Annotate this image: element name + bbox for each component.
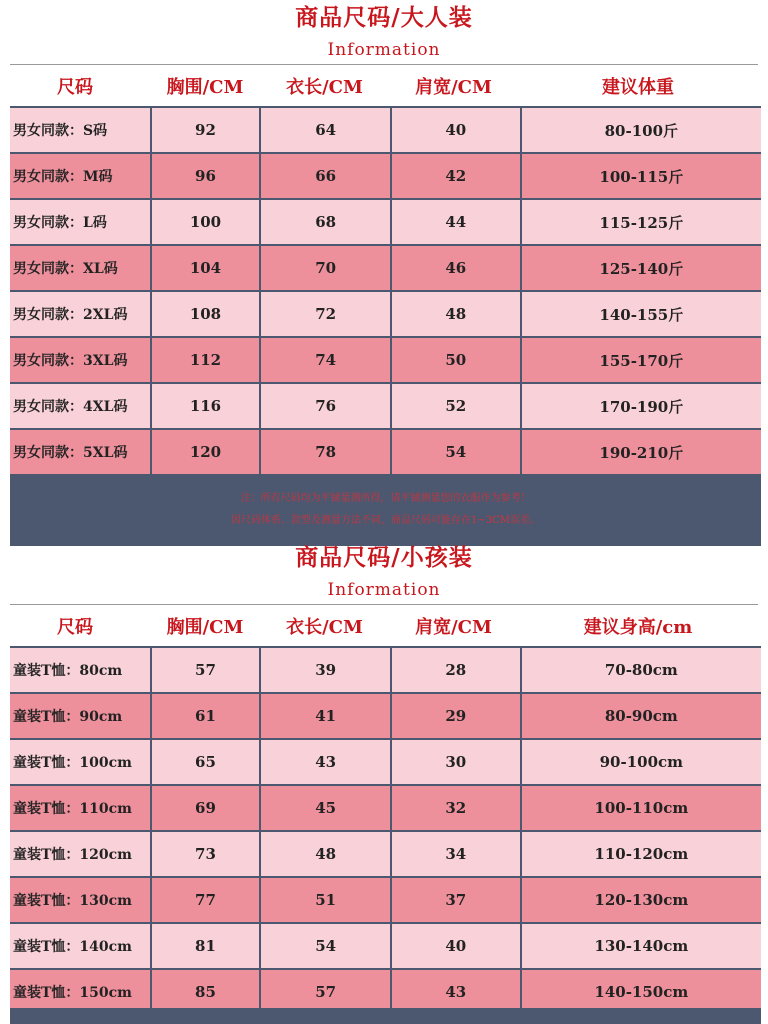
size-cell: 童装T恤：130cm [10,878,150,922]
size-cell: 童装T恤：80cm [10,648,150,692]
table-row [10,786,761,830]
shoulder-cell: 46 [392,246,520,290]
size-cell: 男女同款：L码 [10,200,150,244]
shoulder-cell: 40 [392,924,520,968]
table-row [10,648,761,692]
size-cell: 男女同款：4XL码 [10,384,150,428]
header-chest: 胸围/CM [166,616,244,638]
length-cell: 51 [261,878,390,922]
header-chest: 胸围/CM [166,76,244,98]
weight-cell: 115-125斤 [522,200,761,244]
length-cell: 41 [261,694,390,738]
header-size: 尺码 [57,616,93,638]
table-row [10,832,761,876]
adult-size-table [10,106,761,478]
length-cell: 78 [261,430,390,474]
height-cell: 100-110cm [522,786,761,830]
size-cell: 童装T恤：110cm [10,786,150,830]
note-flat-measure: 注：所有尺码均为平铺量测所得，请平铺测量您的衣服作为参考！ [240,493,531,504]
header-length: 衣长/CM [286,616,363,638]
shoulder-cell: 32 [392,786,520,830]
table-row [10,246,761,290]
kids-subtitle: Information [327,580,441,600]
size-cell: 男女同款：2XL码 [10,292,150,336]
length-cell: 45 [261,786,390,830]
table-row [10,430,761,474]
height-cell: 120-130cm [522,878,761,922]
weight-cell: 125-140斤 [522,246,761,290]
shoulder-cell: 48 [392,292,520,336]
kids-size-table [10,646,761,1018]
length-cell: 68 [261,200,390,244]
table-row [10,878,761,922]
length-cell: 57 [261,970,390,1014]
header-shoulder: 肩宽/CM [415,76,492,98]
chest-cell: 120 [152,430,260,474]
size-cell: 童装T恤：100cm [10,740,150,784]
length-cell: 54 [261,924,390,968]
kids-title: 商品尺码/小孩装 [295,544,473,571]
size-cell: 童装T恤：150cm [10,970,150,1014]
length-cell: 74 [261,338,390,382]
chest-cell: 69 [152,786,260,830]
length-cell: 43 [261,740,390,784]
table-row [10,292,761,336]
adult-subtitle: Information [327,40,441,60]
header-length: 衣长/CM [286,76,363,98]
adult-header-row [0,65,768,106]
measurement-notes [10,478,761,546]
size-cell: 男女同款：M码 [10,154,150,198]
adult-section [0,4,768,546]
table-row [10,200,761,244]
length-cell: 48 [261,832,390,876]
weight-cell: 170-190斤 [522,384,761,428]
chest-cell: 104 [152,246,260,290]
shoulder-cell: 37 [392,878,520,922]
weight-cell: 190-210斤 [522,430,761,474]
bottom-frame-bar [10,1008,761,1024]
kids-header-row [0,605,768,646]
table-row [10,338,761,382]
chest-cell: 85 [152,970,260,1014]
shoulder-cell: 50 [392,338,520,382]
size-cell: 男女同款：3XL码 [10,338,150,382]
size-cell: 男女同款：5XL码 [10,430,150,474]
weight-cell: 155-170斤 [522,338,761,382]
table-row [10,740,761,784]
chest-cell: 65 [152,740,260,784]
chest-cell: 96 [152,154,260,198]
shoulder-cell: 54 [392,430,520,474]
shoulder-cell: 43 [392,970,520,1014]
chest-cell: 61 [152,694,260,738]
size-cell: 男女同款：XL码 [10,246,150,290]
shoulder-cell: 42 [392,154,520,198]
shoulder-cell: 44 [392,200,520,244]
size-cell: 童装T恤：90cm [10,694,150,738]
note-error-range: 因尺码体系、款型及测量方法不同，商品尺码可能存在1~3CM误差。 [231,515,540,526]
header-shoulder: 肩宽/CM [415,616,492,638]
shoulder-cell: 52 [392,384,520,428]
height-cell: 110-120cm [522,832,761,876]
chest-cell: 116 [152,384,260,428]
height-cell: 70-80cm [522,648,761,692]
chest-cell: 81 [152,924,260,968]
size-cell: 男女同款：S码 [10,108,150,152]
chest-cell: 108 [152,292,260,336]
adult-title: 商品尺码/大人装 [295,4,473,31]
table-row [10,154,761,198]
height-cell: 90-100cm [522,740,761,784]
table-row [10,924,761,968]
length-cell: 70 [261,246,390,290]
length-cell: 39 [261,648,390,692]
kids-section [0,544,768,1018]
weight-cell: 80-100斤 [522,108,761,152]
shoulder-cell: 30 [392,740,520,784]
length-cell: 76 [261,384,390,428]
table-row [10,384,761,428]
chest-cell: 100 [152,200,260,244]
header-height: 建议身高/cm [583,616,693,638]
height-cell: 140-150cm [522,970,761,1014]
chest-cell: 77 [152,878,260,922]
chest-cell: 112 [152,338,260,382]
chest-cell: 57 [152,648,260,692]
weight-cell: 100-115斤 [522,154,761,198]
length-cell: 66 [261,154,390,198]
chest-cell: 92 [152,108,260,152]
size-cell: 童装T恤：140cm [10,924,150,968]
length-cell: 72 [261,292,390,336]
shoulder-cell: 40 [392,108,520,152]
table-row [10,108,761,152]
size-cell: 童装T恤：120cm [10,832,150,876]
header-weight: 建议体重 [602,76,674,98]
length-cell: 64 [261,108,390,152]
shoulder-cell: 34 [392,832,520,876]
height-cell: 130-140cm [522,924,761,968]
height-cell: 80-90cm [522,694,761,738]
shoulder-cell: 28 [392,648,520,692]
chest-cell: 73 [152,832,260,876]
shoulder-cell: 29 [392,694,520,738]
weight-cell: 140-155斤 [522,292,761,336]
header-size: 尺码 [57,76,93,98]
table-row [10,694,761,738]
